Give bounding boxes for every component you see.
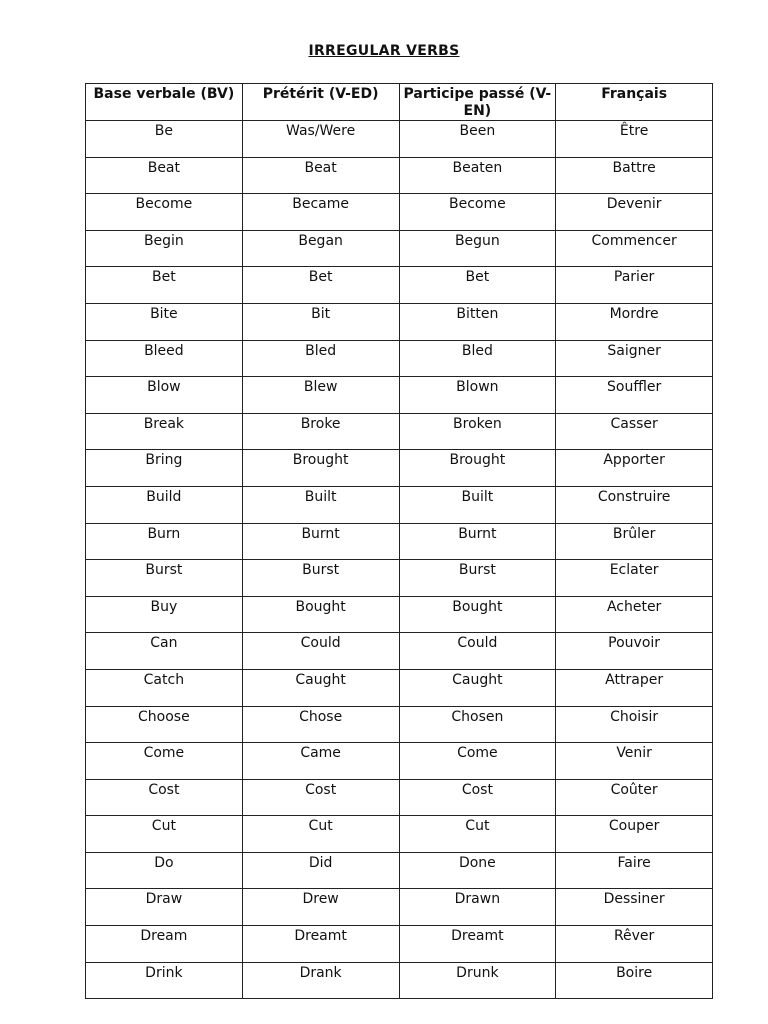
table-header-row — [86, 84, 713, 121]
french-cell: Mordre — [556, 303, 713, 340]
preterit-cell: Bet — [242, 267, 399, 304]
document-title: IRREGULAR VERBS — [308, 43, 460, 59]
base-verb-cell: Do — [86, 852, 243, 889]
preterit-cell: Blew — [242, 377, 399, 414]
preterit-cell: Could — [242, 633, 399, 670]
participle-cell: Burst — [399, 560, 556, 597]
table-row — [86, 523, 713, 560]
base-verb-cell: Blow — [86, 377, 243, 414]
table-row — [86, 486, 713, 523]
french-cell: Apporter — [556, 450, 713, 487]
base-verb-cell: Burn — [86, 523, 243, 560]
french-cell: Venir — [556, 743, 713, 780]
preterit-cell: Cut — [242, 816, 399, 853]
base-verb-cell: Bite — [86, 303, 243, 340]
participle-cell: Blown — [399, 377, 556, 414]
table-row — [86, 194, 713, 231]
table-row — [86, 340, 713, 377]
participle-cell: Cut — [399, 816, 556, 853]
preterit-cell: Beat — [242, 157, 399, 194]
preterit-cell: Broke — [242, 413, 399, 450]
preterit-cell: Built — [242, 486, 399, 523]
participle-cell: Bet — [399, 267, 556, 304]
table-row — [86, 852, 713, 889]
table-row — [86, 669, 713, 706]
participle-cell: Drawn — [399, 889, 556, 926]
base-verb-cell: Bring — [86, 450, 243, 487]
preterit-cell: Burnt — [242, 523, 399, 560]
french-cell: Parier — [556, 267, 713, 304]
table-row — [86, 962, 713, 999]
participle-cell: Dreamt — [399, 926, 556, 963]
preterit-cell: Bled — [242, 340, 399, 377]
preterit-cell: Burst — [242, 560, 399, 597]
french-cell: Boire — [556, 962, 713, 999]
base-verb-cell: Beat — [86, 157, 243, 194]
participle-cell: Chosen — [399, 706, 556, 743]
participle-cell: Built — [399, 486, 556, 523]
base-verb-cell: Bet — [86, 267, 243, 304]
table-row — [86, 596, 713, 633]
preterit-cell: Came — [242, 743, 399, 780]
base-verb-cell: Drink — [86, 962, 243, 999]
base-verb-cell: Dream — [86, 926, 243, 963]
table-row — [86, 560, 713, 597]
french-cell: Saigner — [556, 340, 713, 377]
preterit-cell: Drew — [242, 889, 399, 926]
preterit-cell: Did — [242, 852, 399, 889]
base-verb-cell: Become — [86, 194, 243, 231]
irregular-verbs-table — [85, 83, 713, 999]
participle-cell: Bought — [399, 596, 556, 633]
participle-cell: Bled — [399, 340, 556, 377]
table-row — [86, 743, 713, 780]
preterit-cell: Cost — [242, 779, 399, 816]
french-cell: Eclater — [556, 560, 713, 597]
preterit-cell: Bit — [242, 303, 399, 340]
french-cell: Faire — [556, 852, 713, 889]
table-row — [86, 450, 713, 487]
participle-cell: Brought — [399, 450, 556, 487]
preterit-cell: Drank — [242, 962, 399, 999]
base-verb-cell: Build — [86, 486, 243, 523]
participle-cell: Become — [399, 194, 556, 231]
french-cell: Pouvoir — [556, 633, 713, 670]
french-cell: Commencer — [556, 230, 713, 267]
participle-cell: Bitten — [399, 303, 556, 340]
header-base-verbale: Base verbale (BV) — [86, 84, 243, 121]
french-cell: Être — [556, 121, 713, 158]
header-preterit: Prétérit (V-ED) — [242, 84, 399, 121]
french-cell: Choisir — [556, 706, 713, 743]
french-cell: Casser — [556, 413, 713, 450]
base-verb-cell: Be — [86, 121, 243, 158]
preterit-cell: Caught — [242, 669, 399, 706]
preterit-cell: Began — [242, 230, 399, 267]
participle-cell: Begun — [399, 230, 556, 267]
table-row — [86, 779, 713, 816]
french-cell: Construire — [556, 486, 713, 523]
base-verb-cell: Cost — [86, 779, 243, 816]
french-cell: Battre — [556, 157, 713, 194]
participle-cell: Come — [399, 743, 556, 780]
base-verb-cell: Cut — [86, 816, 243, 853]
base-verb-cell: Come — [86, 743, 243, 780]
participle-cell: Drunk — [399, 962, 556, 999]
participle-cell: Burnt — [399, 523, 556, 560]
base-verb-cell: Bleed — [86, 340, 243, 377]
table-row — [86, 706, 713, 743]
table-row — [86, 413, 713, 450]
base-verb-cell: Burst — [86, 560, 243, 597]
preterit-cell: Bought — [242, 596, 399, 633]
preterit-cell: Chose — [242, 706, 399, 743]
base-verb-cell: Draw — [86, 889, 243, 926]
table-row — [86, 377, 713, 414]
base-verb-cell: Choose — [86, 706, 243, 743]
participle-cell: Cost — [399, 779, 556, 816]
table-row — [86, 633, 713, 670]
french-cell: Dessiner — [556, 889, 713, 926]
preterit-cell: Dreamt — [242, 926, 399, 963]
french-cell: Rêver — [556, 926, 713, 963]
preterit-cell: Brought — [242, 450, 399, 487]
participle-cell: Done — [399, 852, 556, 889]
preterit-cell: Became — [242, 194, 399, 231]
table-row — [86, 926, 713, 963]
french-cell: Brûler — [556, 523, 713, 560]
base-verb-cell: Break — [86, 413, 243, 450]
table-body — [86, 121, 713, 999]
table-row — [86, 230, 713, 267]
table-row — [86, 303, 713, 340]
participle-cell: Been — [399, 121, 556, 158]
participle-cell: Broken — [399, 413, 556, 450]
table-row — [86, 816, 713, 853]
french-cell: Acheter — [556, 596, 713, 633]
base-verb-cell: Buy — [86, 596, 243, 633]
french-cell: Devenir — [556, 194, 713, 231]
participle-cell: Beaten — [399, 157, 556, 194]
participle-cell: Caught — [399, 669, 556, 706]
french-cell: Couper — [556, 816, 713, 853]
base-verb-cell: Catch — [86, 669, 243, 706]
base-verb-cell: Can — [86, 633, 243, 670]
table-row — [86, 157, 713, 194]
participle-cell: Could — [399, 633, 556, 670]
header-participe-passe: Participe passé (V-EN) — [399, 84, 556, 121]
french-cell: Attraper — [556, 669, 713, 706]
base-verb-cell: Begin — [86, 230, 243, 267]
french-cell: Coûter — [556, 779, 713, 816]
french-cell: Souffler — [556, 377, 713, 414]
header-francais: Français — [556, 84, 713, 121]
table-row — [86, 889, 713, 926]
table-row — [86, 121, 713, 158]
table-row — [86, 267, 713, 304]
preterit-cell: Was/Were — [242, 121, 399, 158]
